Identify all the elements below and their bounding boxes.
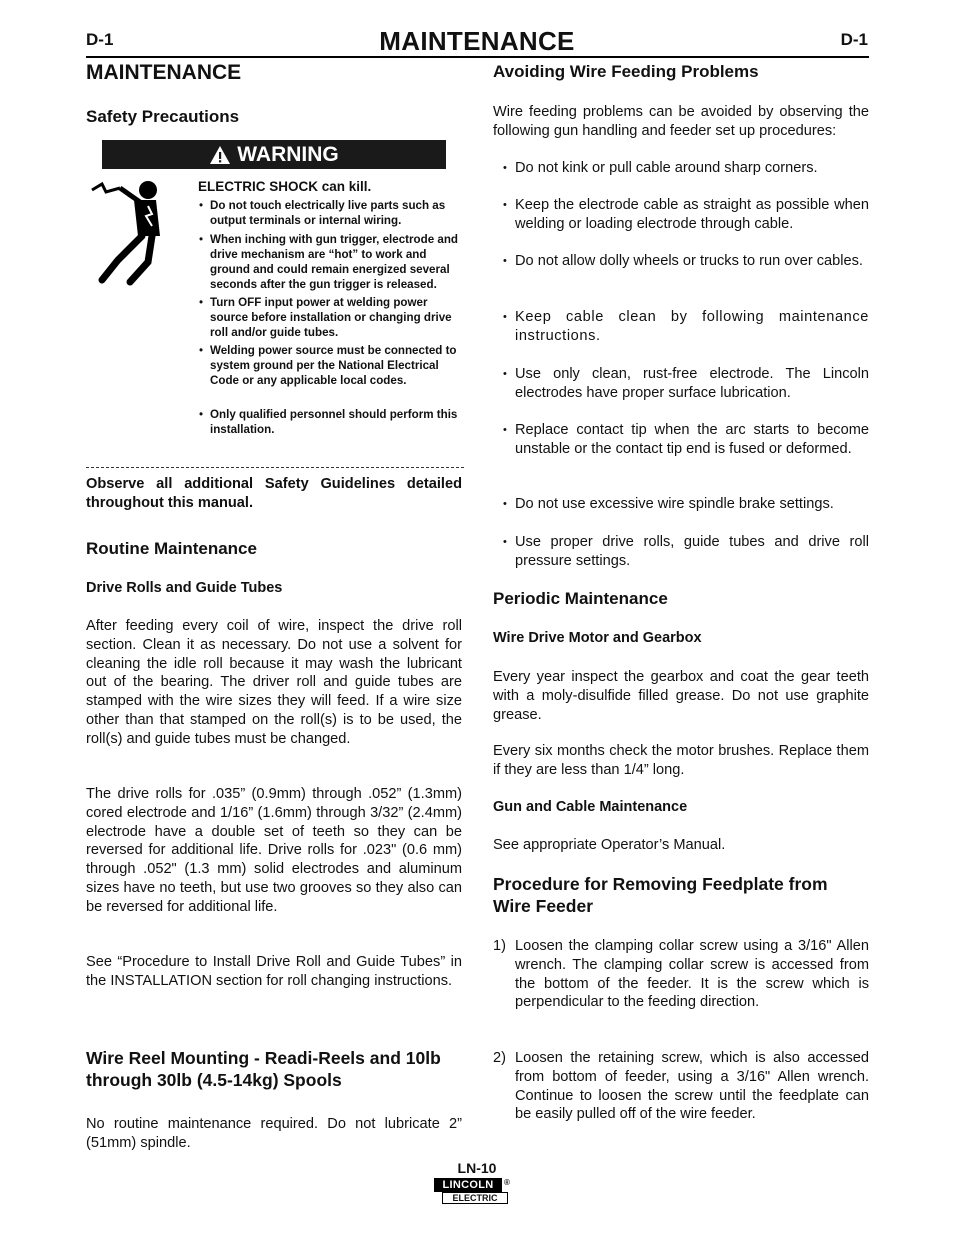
list-item: • Replace contact tip when the arc starts to become unstable or the contact tip end is fused or deformed. (503, 422, 869, 457)
periodic-maintenance-heading: Periodic Maintenance (493, 589, 668, 608)
step-text: Loosen the clamping collar screw using a 3/16" Allen wrench. The clamping collar screw is accessed from the bottom of the feeder. It is the screw which is perpendicular to the feeding direction. (515, 938, 869, 1011)
page-title: MAINTENANCE (379, 26, 575, 56)
warning-item: • When inching with gun trigger, electrode and drive mechanism are “hot” to work and ground and could remain energized several seconds after the gun trigger is released. (199, 233, 458, 291)
page-code-right: D-1 (840, 30, 868, 49)
wire-reel-paragraph: No routine maintenance required. Do not lubricate 2” (51mm) spindle. (86, 1116, 462, 1151)
feedplate-heading: Procedure for Removing Feedplate from Wire Feeder (493, 874, 828, 916)
list-item: • Do not kink or pull cable around sharp corners. (503, 160, 818, 176)
warning-banner (102, 140, 446, 169)
avoiding-problems-heading: Avoiding Wire Feeding Problems (493, 62, 759, 81)
drive-rolls-paragraph: The drive rolls for .035” (0.9mm) through .052” (1.3mm) cored electrode and 1/16” (1.6mm) through 3/32” (2.4mm) electrode have a double set of teeth so they can be reversed for additional life. Drive rolls for .023" (0.6 mm) through .052" (1.3 mm) solid electrodes and aluminum sizes have no teeth, but use two grooves so they also can be reversed for additional life. (86, 786, 462, 915)
divider (86, 467, 464, 468)
motor-paragraph: Every year inspect the gearbox and coat the gear teeth with a moly-disulfide filled grease. Do not use graphite grease. (493, 669, 869, 723)
list-item: • Use proper drive rolls, guide tubes and drive roll pressure settings. (503, 534, 869, 569)
avoiding-intro-paragraph: Wire feeding problems can be avoided by observing the following gun handling and feeder set up procedures: (493, 104, 869, 139)
motor-paragraph: Every six months check the motor brushes. Replace them if they are less than 1/4” long. (493, 743, 869, 778)
logo-registered-mark: ® (504, 1178, 510, 1187)
warning-label: WARNING (237, 142, 339, 166)
list-item: • Use only clean, rust-free electrode. The Lincoln electrodes have proper surface lubrication. (503, 366, 869, 401)
step-text: Loosen the retaining screw, which is also accessed from bottom of feeder, using a 3/16" Allen wrench. Continue to loosen the screw until the feedplate can be easily pulled off of the wire feeder. (515, 1050, 869, 1123)
gun-cable-paragraph: See appropriate Operator’s Manual. (493, 837, 726, 853)
warning-item: • Welding power source must be connected to system ground per the National Electrical Code or any applicable local codes. (199, 344, 457, 387)
page-code-left: D-1 (86, 30, 114, 49)
safety-precautions-heading: Safety Precautions (86, 107, 240, 126)
model-code: LN-10 (457, 1160, 497, 1176)
logo-top: LINCOLN (434, 1178, 502, 1192)
warning-item: • Do not touch electrically live parts such as output terminals or internal wiring. (199, 199, 446, 227)
routine-maintenance-heading: Routine Maintenance (86, 539, 257, 558)
logo-bottom: ELECTRIC (442, 1192, 508, 1204)
drive-rolls-paragraph: After feeding every coil of wire, inspect the drive roll section. Clean it as necessary. Do not use a solvent for cleaning the idle roll because it may wash the lubricant out of the bearing. The driver roll and guide tubes are stamped with the wire sizes they will feed. If a wire size other than that stamped on the roll(s) is to be used, the roll(s) and guide tubes must be changed. (86, 618, 462, 747)
lincoln-electric-logo (434, 1178, 510, 1206)
motor-gearbox-heading: Wire Drive Motor and Gearbox (493, 630, 702, 646)
drive-rolls-paragraph: See “Procedure to Install Drive Roll and Guide Tubes” in the INSTALLATION section for roll changing instructions. (86, 954, 462, 989)
observe-guidelines-text: Observe all additional Safety Guidelines detailed throughout this manual. (86, 476, 462, 511)
warning-item: • Only qualified personnel should perform this installation. (199, 408, 458, 436)
list-item: • Do not allow dolly wheels or trucks to run over cables. (503, 253, 863, 269)
drive-rolls-heading: Drive Rolls and Guide Tubes (86, 580, 283, 596)
electric-shock-icon (90, 178, 170, 288)
wire-reel-heading: Wire Reel Mounting - Readi-Reels and 10lb through 30lb (4.5-14kg) Spools (86, 1048, 441, 1090)
step-number: 1) (493, 938, 506, 954)
gun-cable-heading: Gun and Cable Maintenance (493, 799, 688, 815)
section-title: MAINTENANCE (86, 61, 242, 84)
list-item: • Keep cable clean by following maintenance instructions. (503, 309, 869, 344)
warning-item: • Turn OFF input power at welding power source before installation or changing drive roll and/or guide tubes. (199, 296, 452, 339)
warning-headline: ELECTRIC SHOCK can kill. (198, 179, 372, 194)
title-rule (86, 56, 869, 58)
list-item: • Do not use excessive wire spindle brake settings. (503, 496, 834, 512)
list-item: • Keep the electrode cable as straight as possible when welding or loading electrode through cable. (503, 197, 869, 232)
step-number: 2) (493, 1050, 506, 1066)
warning-triangle-icon (209, 145, 231, 165)
